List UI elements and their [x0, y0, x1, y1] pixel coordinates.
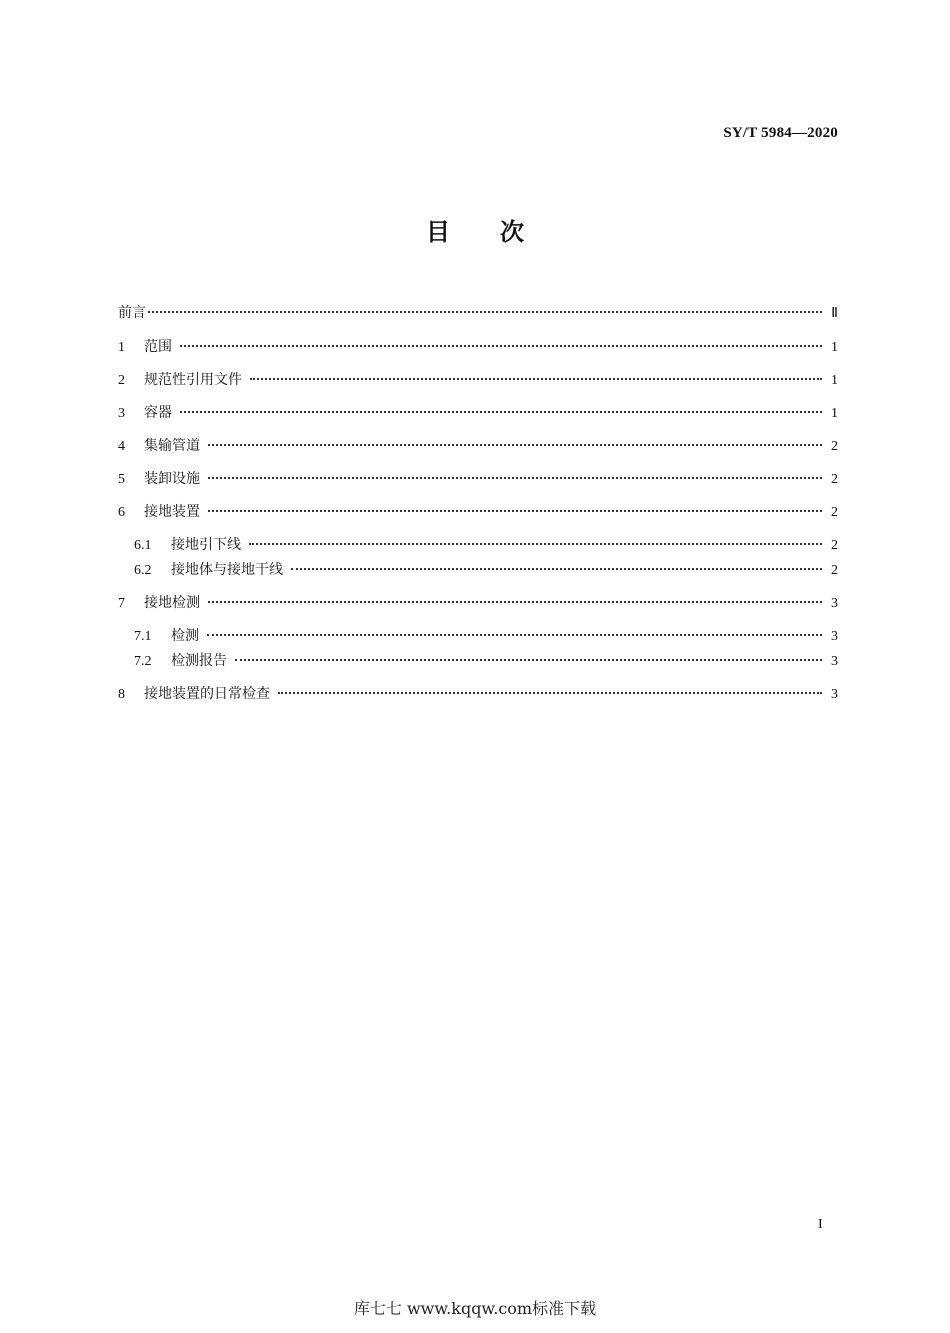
toc-dot-leader [208, 477, 822, 479]
toc-entry-page: 2 [831, 472, 838, 487]
toc-entry-label: 检测报告 [171, 653, 227, 669]
toc-dot-leader [250, 378, 822, 380]
toc-entry-5[interactable] [118, 469, 838, 489]
toc-dot-leader [180, 345, 822, 347]
toc-entry-label: 集输管道 [144, 438, 200, 454]
toc-title [0, 212, 950, 247]
toc-entry-number: 6.2 [134, 563, 152, 578]
toc-entry-label: 前言 [118, 305, 146, 321]
toc-entry-page: 1 [831, 373, 838, 388]
toc-entry-number: 4 [118, 439, 125, 454]
toc-entry-1[interactable] [118, 337, 838, 357]
toc-entry-label: 接地引下线 [171, 537, 241, 553]
page-number: I [818, 1217, 823, 1232]
toc-entry-label: 接地装置的日常检查 [144, 686, 270, 702]
toc-entry-number: 8 [118, 687, 125, 702]
toc-entry-page: 1 [831, 340, 838, 355]
toc-dot-leader [249, 543, 822, 545]
footer-watermark: 库七七 www.kqqw.com标准下载 [353, 1299, 597, 1318]
toc-entry-number: 7.2 [134, 654, 152, 669]
toc-entry-page: 2 [831, 563, 838, 578]
toc-dot-leader [291, 568, 822, 570]
toc-entry-page: 1 [831, 406, 838, 421]
toc-title-part2: 次 [500, 218, 524, 246]
toc-entry-number: 1 [118, 340, 125, 355]
toc-entry-label: 规范性引用文件 [144, 372, 242, 388]
toc-entry-label: 接地检测 [144, 595, 200, 611]
toc-entry-page: 3 [831, 687, 838, 702]
toc-entry-8[interactable] [118, 684, 838, 704]
toc-dot-leader [235, 659, 822, 661]
toc-entry-number: 6 [118, 505, 125, 520]
toc-entry-number: 6.1 [134, 538, 152, 553]
toc-entry-7[interactable] [118, 593, 838, 613]
toc-dot-leader [208, 510, 822, 512]
toc-entry-6[interactable] [118, 502, 838, 522]
toc-entry-foreword[interactable] [118, 303, 838, 323]
toc-entry-page: 3 [831, 629, 838, 644]
toc-entry-number: 7.1 [134, 629, 152, 644]
toc-entry-label: 接地装置 [144, 504, 200, 520]
toc-entry-page: 3 [831, 654, 838, 669]
toc-entry-2[interactable] [118, 370, 838, 390]
toc-entry-number: 7 [118, 596, 125, 611]
toc-entry-4[interactable] [118, 436, 838, 456]
toc-dot-leader [148, 311, 822, 313]
toc-entry-number: 5 [118, 472, 125, 487]
toc-entry-page: 2 [831, 505, 838, 520]
toc-entry-number: 3 [118, 406, 125, 421]
toc-title-part1: 目 [426, 218, 450, 246]
toc-entry-label: 容器 [144, 405, 172, 421]
toc-entry-page: 2 [831, 538, 838, 553]
toc-entry-number: 2 [118, 373, 125, 388]
toc-entry-page: 3 [831, 596, 838, 611]
toc-entry-7-1[interactable] [134, 626, 838, 646]
toc-entry-label: 检测 [171, 628, 199, 644]
toc-entry-label: 范围 [144, 339, 172, 355]
toc-entry-label: 装卸设施 [144, 471, 200, 487]
toc-entry-3[interactable] [118, 403, 838, 423]
toc-entry-page: 2 [831, 439, 838, 454]
toc-dot-leader [208, 444, 822, 446]
toc-entry-6-1[interactable] [134, 535, 838, 555]
toc-dot-leader [278, 692, 822, 694]
toc-entry-6-2[interactable] [134, 560, 838, 580]
standard-number: SY/T 5984—2020 [723, 125, 838, 141]
toc-dot-leader [208, 601, 822, 603]
toc-entry-7-2[interactable] [134, 651, 838, 671]
toc-entry-page: Ⅱ [831, 306, 838, 321]
toc-dot-leader [207, 634, 822, 636]
toc-dot-leader [180, 411, 822, 413]
toc-entry-label: 接地体与接地干线 [171, 562, 283, 578]
